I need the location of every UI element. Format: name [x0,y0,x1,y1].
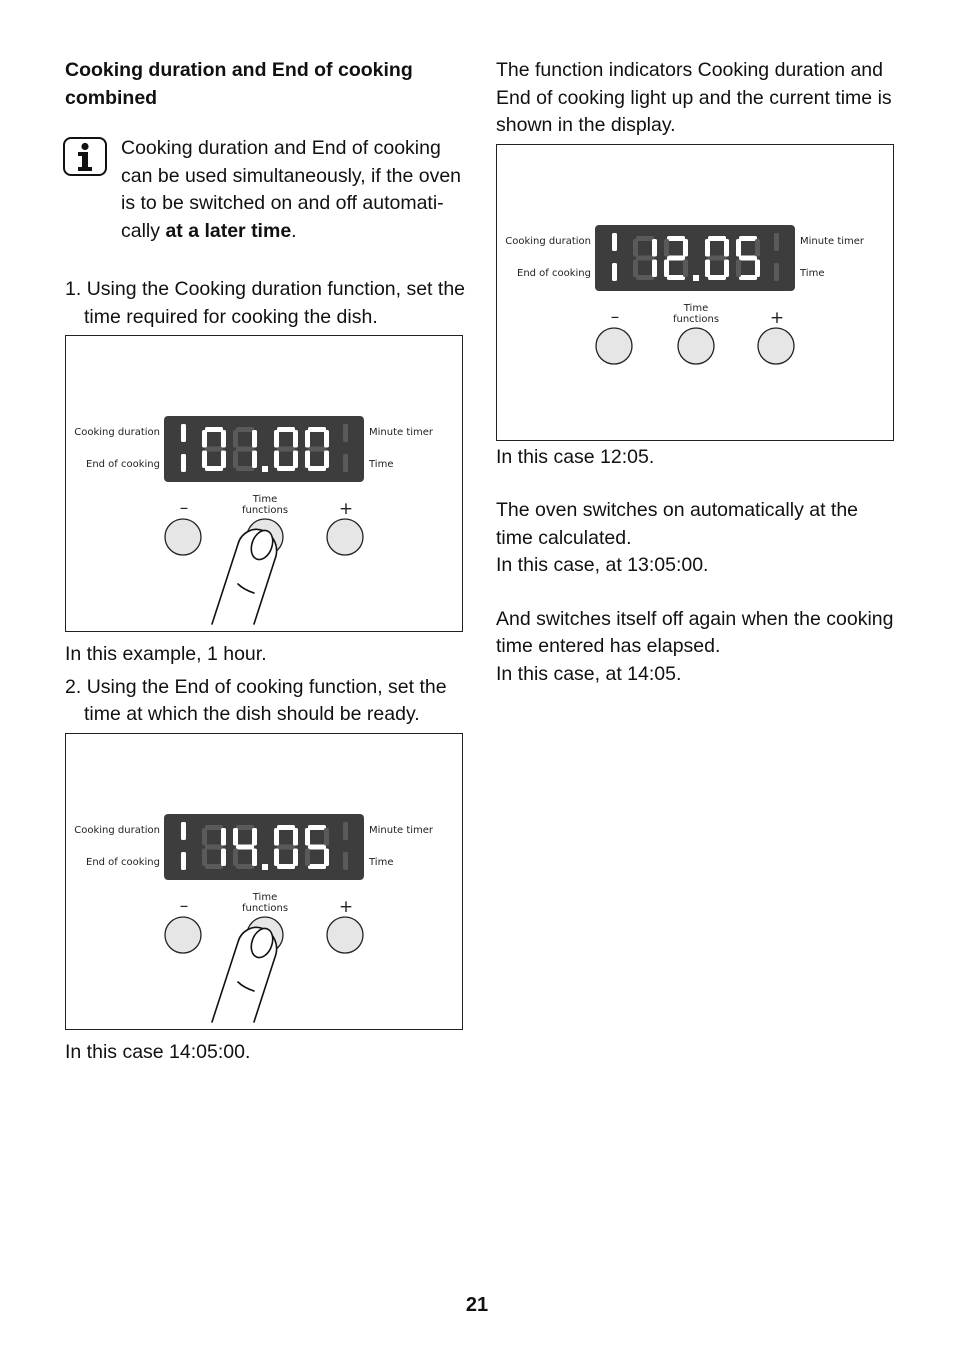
indicator-minute-timer [343,822,348,840]
label-cooking-duration: Cooking duration [74,824,160,836]
label-end-of-cooking: End of cooking [86,459,160,470]
switch-off-text: And switches itself off again when the cooking time entered has elapsed. [496,607,894,657]
section-heading: Cooking duration and End of cooking combined [65,59,413,109]
step-2: 2. Using the End of cooking function, set the time at which the dish should be ready. [65,675,447,725]
display-dot [693,275,699,281]
caption-step-1: In this example, 1 hour. [65,643,267,665]
display-segment [205,466,223,471]
display-segment [233,430,238,448]
indicator-cooking-duration [612,233,617,251]
display-dot [262,864,268,870]
display-segment [233,828,238,846]
label-time-functions: Time [683,302,709,314]
plus-button [327,519,363,555]
plus-button [327,917,363,953]
display-segment [308,844,326,849]
display-segment [205,825,223,830]
label-end-of-cooking: End of cooking [517,267,591,279]
display-segment [277,864,295,869]
display-segment [274,848,279,866]
label-time: Time [800,267,825,279]
display-segment [233,848,238,866]
display-segment [633,239,638,257]
display-segment [736,239,741,257]
label-minute-timer: Minute timer [369,427,434,438]
label-end-of-cooking: End of cooking [86,856,160,868]
indicator-cooking-duration [181,822,186,840]
display-segment [252,430,257,448]
switch-on-text: The oven switches on automatically at the time calculated. [496,499,859,549]
display-segment [667,275,685,280]
finger-icon [212,527,277,624]
plus-label: + [338,499,354,519]
label-cooking-duration: Cooking duration [505,235,591,247]
display-segment [739,236,757,241]
display-segment [652,259,657,277]
display-segment [705,259,710,277]
display-segment [324,828,329,846]
display-segment [236,825,254,830]
display-segment [308,825,326,830]
display-segment [724,259,729,277]
label-time-functions: Time [252,494,278,505]
display-segment [205,447,223,452]
display-segment [324,451,329,469]
minus-button [596,328,632,364]
display-segment [205,844,223,849]
display-segment [755,239,760,257]
display-segment [705,239,710,257]
display-segment [664,239,669,257]
display-segment [305,848,310,866]
display-segment [221,848,226,866]
caption-current-time: In this case 12:05. [496,445,655,468]
display-segment [233,451,238,469]
label-minute-timer: Minute timer [369,824,434,836]
label-time-functions: functions [241,902,289,914]
minus-button [165,917,201,953]
right-column [496,57,898,688]
control-panel-step-1 [65,335,463,632]
display-segment [305,451,310,469]
display-dot [262,466,268,472]
indicator-end-of-cooking [181,852,186,870]
display-segment [202,430,207,448]
indicator-minute-timer [343,424,348,442]
info-emphasis: at a later time [165,219,292,242]
display-segment [708,275,726,280]
label-time: Time [369,459,394,470]
page-number: 21 [465,1294,489,1316]
display-segment [293,828,298,846]
control-panel-drawing [66,734,462,1029]
display-segment [277,447,295,452]
info-text: Cooking duration and End of cooking can be used simultaneously, if the oven is to be switched on and off automati-cally at a later time. [121,137,462,242]
display-segment [755,259,760,277]
display-segment [252,451,257,469]
display-segment [274,451,279,469]
display-segment [221,828,226,846]
indicator-cooking-duration [181,424,186,442]
display-segment [236,427,254,432]
switch-on-time: In this case, at 13:05:00. [496,554,709,576]
indicator-time [343,852,348,870]
display-segment [683,239,688,257]
display-segment [236,844,254,849]
minus-label: – [610,306,620,327]
display-segment [308,447,326,452]
label-minute-timer: Minute timer [800,235,865,247]
step-1: 1. Using the Cooking duration function, set the time required for cooking the dish. [65,278,466,328]
display-segment [636,255,654,260]
display-segment [221,430,226,448]
label-cooking-duration: Cooking duration [74,427,160,438]
info-icon [63,137,108,178]
display-segment [277,466,295,471]
display-segment [636,275,654,280]
label-time-functions: functions [672,313,720,325]
display-segment [202,828,207,846]
indicator-end-of-cooking [612,263,617,281]
display-segment [277,427,295,432]
display-segment [293,430,298,448]
display-segment [708,255,726,260]
display-segment [664,259,669,277]
display-screen [164,416,364,482]
indicator-time [343,454,348,472]
finger-icon [212,925,277,1022]
display-segment [252,828,257,846]
display-segment [202,451,207,469]
plus-button [758,328,794,364]
display-segment [308,466,326,471]
time-functions-button [678,328,714,364]
control-panel-drawing [497,145,893,440]
display-segment [324,848,329,866]
left-column [65,57,465,1066]
display-segment [202,848,207,866]
display-segment [667,255,685,260]
display-segment [636,236,654,241]
display-segment [739,275,757,280]
control-panel-step-2 [65,733,463,1030]
indicator-time [774,263,779,281]
display-segment [277,844,295,849]
info-note [65,135,465,245]
switch-off-time: In this case, at 14:05. [496,662,682,685]
display-segment [308,427,326,432]
display-segment [739,255,757,260]
plus-label: + [769,307,785,328]
label-time-functions: functions [241,505,289,516]
display-segment [293,451,298,469]
display-segment [277,825,295,830]
minus-button [165,519,201,555]
display-segment [274,828,279,846]
control-panel-current-time [496,144,894,441]
label-time-functions: Time [252,891,278,903]
display-segment [274,430,279,448]
display-segment [308,864,326,869]
control-panel-drawing [66,336,462,631]
display-segment [724,239,729,257]
display-segment [236,864,254,869]
indicator-minute-timer [774,233,779,251]
display-segment [324,430,329,448]
display-segment [305,828,310,846]
display-segment [736,259,741,277]
display-segment [236,447,254,452]
display-screen [595,225,795,291]
intro-text: The function indicators Cooking duration and End of cooking light up and the current time is shown in the display. [496,59,892,136]
display-segment [633,259,638,277]
minus-label: – [179,498,189,518]
display-segment [205,427,223,432]
display-segment [683,259,688,277]
display-segment [252,848,257,866]
display-segment [236,466,254,471]
minus-label: – [179,895,189,916]
label-time: Time [369,856,394,868]
display-segment [221,451,226,469]
display-screen [164,814,364,880]
plus-label: + [338,896,354,917]
caption-step-2: In this case 14:05:00. [65,1040,251,1063]
display-segment [205,864,223,869]
display-segment [708,236,726,241]
display-segment [305,430,310,448]
display-segment [293,848,298,866]
indicator-end-of-cooking [181,454,186,472]
display-segment [652,239,657,257]
display-segment [667,236,685,241]
